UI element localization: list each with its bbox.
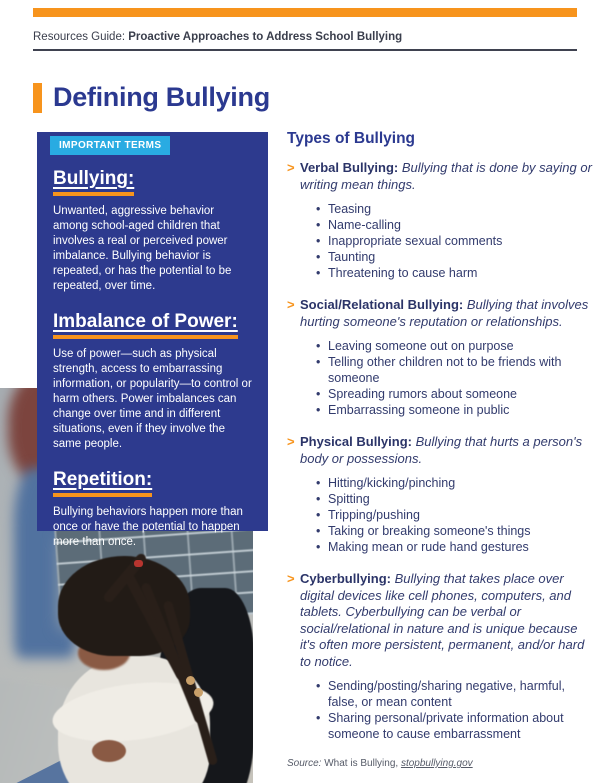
section-physical-bullying (287, 434, 596, 555)
section-heading: Types of Bullying (287, 130, 416, 147)
types-of-bullying-column (287, 130, 596, 769)
term-heading: Repetition: (53, 469, 152, 497)
list-item: • Teasing (316, 201, 596, 217)
page-title: Defining Bullying (53, 82, 270, 112)
list-item: • Sharing personal/private information about someone to cause embarrassment (316, 710, 596, 742)
term-heading: Imbalance of Power: (53, 311, 238, 339)
section-cyberbullying (287, 571, 596, 742)
list-item: • Hitting/kicking/pinching (316, 475, 596, 491)
list-item: • Tripping/pushing (316, 507, 596, 523)
type-term: Social/Relational Bullying: (300, 297, 464, 312)
list-item: • Threatening to cause harm (316, 265, 596, 281)
student-hand (92, 740, 126, 762)
chevron-marker-icon: > (287, 571, 295, 586)
list-item: • Making mean or rude hand gestures (316, 539, 596, 555)
list-item: • Name-calling (316, 217, 596, 233)
list-item: • Sending/posting/sharing negative, harmful, false, or mean content (316, 678, 596, 710)
list-item: • Spitting (316, 491, 596, 507)
section-verbal-bullying (287, 160, 596, 281)
title-accent-bar (33, 83, 42, 113)
list-item: • Taking or breaking someone's things (316, 523, 596, 539)
term-heading: Bullying: (53, 168, 134, 196)
list-item: • Inappropriate sexual comments (316, 233, 596, 249)
term-definition: Use of power—such as physical strength, access to embarrassing information, or popularity—to control or harm others. Power imbalances can change over time and in different situations, even if they involve the same people. (53, 348, 252, 450)
type-description: Bullying that takes place over digital devices like cell phones, computers, and tablets. Cyberbullying can be verbal or social/relational in nature and is unique because it's often more persistent, permanent, and/or hard to notice. (300, 571, 585, 669)
type-description: Bullying that is done by saying or writing mean things. (300, 160, 592, 192)
important-terms-panel (37, 132, 268, 548)
header-prefix: Resources Guide: (33, 31, 129, 43)
list-item: • Embarrassing someone in public (316, 402, 596, 418)
bullet-list (300, 475, 596, 555)
header-divider (33, 49, 577, 51)
header-title: Proactive Approaches to Address School Bullying (128, 31, 403, 43)
type-description: Bullying that involves hurting someone's reputation or relationships. (300, 297, 589, 329)
term-block-imbalance (53, 311, 252, 452)
chevron-marker-icon: > (287, 434, 295, 449)
red-hair-tie (134, 560, 143, 567)
top-accent-bar (33, 8, 577, 17)
source-label: Source: (287, 758, 322, 769)
stopbullying-link[interactable]: stopbullying.gov (400, 758, 473, 769)
list-item: • Taunting (316, 249, 596, 265)
bullet-list (300, 678, 596, 742)
chevron-marker-icon: > (287, 160, 295, 175)
type-description: Bullying that hurts a person's body or possessions. (300, 434, 583, 466)
term-definition: Unwanted, aggressive behavior among school-aged children that involves a real or perceived power imbalance. Bullying behavior is repeated, or has the potential to be repeated, over time. (53, 205, 232, 292)
source-citation (287, 758, 596, 769)
term-block-bullying (53, 168, 252, 294)
hair-bead (186, 676, 195, 685)
type-term: Verbal Bullying: (300, 160, 399, 175)
section-social-bullying (287, 297, 596, 418)
hair-bead (194, 688, 203, 697)
source-text: What is Bullying, (321, 758, 401, 769)
document-header (33, 31, 577, 43)
type-term: Physical Bullying: (300, 434, 412, 449)
bullet-list (300, 201, 596, 281)
title-block (33, 81, 270, 113)
list-item: • Leaving someone out on purpose (316, 338, 596, 354)
list-item: • Telling other children not to be friends with someone (316, 354, 596, 386)
bullet-list (300, 338, 596, 418)
chevron-marker-icon: > (287, 297, 295, 312)
term-block-repetition (53, 469, 252, 550)
list-item: • Spreading rumors about someone (316, 386, 596, 402)
important-terms-badge: IMPORTANT TERMS (50, 136, 170, 155)
type-term: Cyberbullying: (300, 571, 392, 586)
term-definition: Bullying behaviors happen more than once or have the potential to happen more than once. (53, 506, 243, 548)
